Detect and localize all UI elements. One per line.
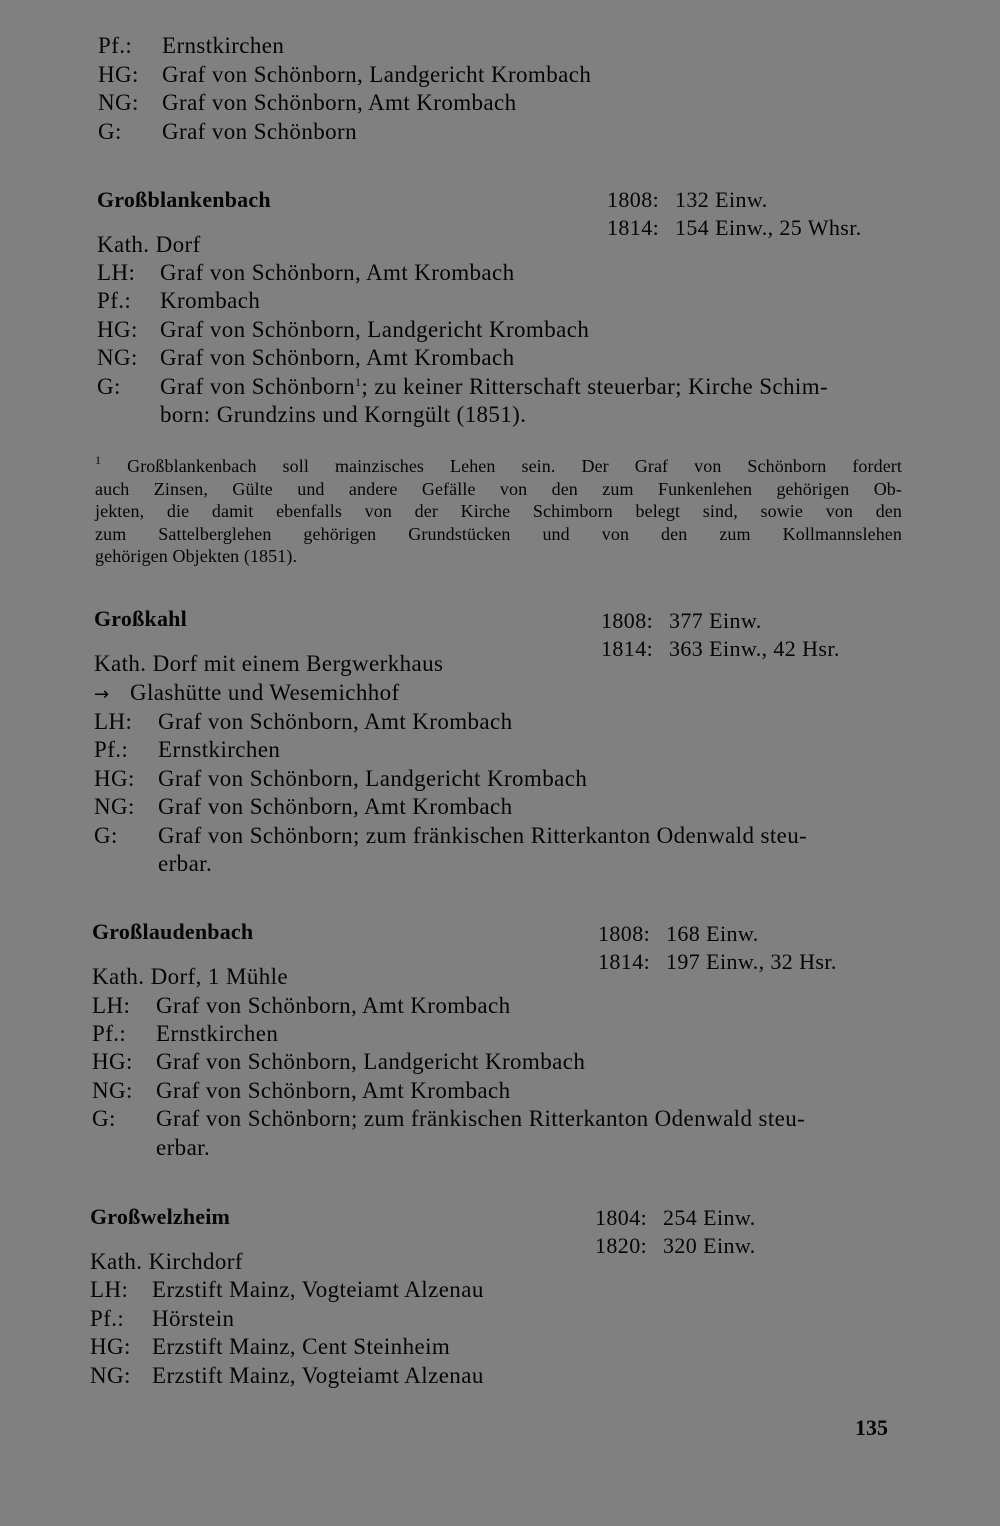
row-label: Pf.: [98, 33, 133, 58]
row-g-continuation: erbar. [158, 851, 213, 876]
row-g-continuation: born: Grundzins und Korngült (1851). [160, 402, 527, 427]
footnote [95, 455, 902, 568]
population-value: 320 Einw. [663, 1233, 756, 1258]
row-text: Graf von Schönborn, Amt Krombach [160, 260, 515, 285]
population-value: 377 Einw. [669, 608, 762, 633]
population-row [598, 948, 837, 976]
population-row [607, 186, 768, 214]
footnote-line: auch Zinsen, Gülte und andere Gefälle von den zum Funkenlehen gehörigen Ob- [95, 478, 902, 499]
row-label: NG: [98, 90, 139, 115]
population-value: 132 Einw. [675, 187, 768, 212]
population-value: 168 Einw. [666, 921, 759, 946]
row-label: NG: [94, 794, 135, 819]
population-row [601, 635, 840, 663]
row-text: Graf von Schönborn, Landgericht Krombach [158, 766, 588, 791]
row-label: LH: [92, 993, 131, 1018]
population-year: 1808: [598, 921, 651, 946]
population-row [595, 1204, 756, 1232]
entry-title: Großlaudenbach [92, 919, 254, 944]
entry-type: Kath. Kirchdorf [90, 1249, 243, 1274]
population-year: 1814: [601, 636, 654, 661]
footnote-line: jekten, die damit ebenfalls von der Kirche Schimborn belegt sind, sowie von den [95, 501, 902, 521]
row-label: Pf.: [94, 737, 129, 762]
page-number: 135 [855, 1415, 888, 1440]
row-text: Graf von Schönborn, Amt Krombach [156, 1078, 511, 1103]
footnote-line [95, 455, 902, 478]
row-text: Ernstkirchen [158, 737, 281, 762]
row-text: Graf von Schönborn, Amt Krombach [162, 90, 517, 115]
row-label: NG: [97, 345, 138, 370]
row-text: Hörstein [152, 1306, 235, 1331]
population-value: 363 Einw., 42 Hsr. [669, 636, 840, 661]
row-g-continuation: erbar. [156, 1135, 211, 1160]
population-row [601, 607, 762, 635]
cross-reference-text: Glashütte und Wesemichhof [130, 680, 400, 705]
entry-title: Großblankenbach [97, 187, 271, 212]
row-text: Graf von Schönborn, Landgericht Krombach [156, 1049, 586, 1074]
footnote-line: zum Sattelberglehen gehörigen Grundstücken und von den zum Kollmannslehen [95, 523, 902, 544]
footnote-ref: 1 [355, 375, 362, 389]
population-year: 1814: [598, 949, 651, 974]
population-value: 254 Einw. [663, 1205, 756, 1230]
footnote-text: Großblankenbach soll mainzisches Lehen sein. Der Graf von Schönborn fordert [127, 456, 902, 476]
row-label: Pf.: [90, 1306, 125, 1331]
entry-type: Kath. Dorf, 1 Mühle [92, 964, 289, 989]
g-text: Graf von Schönborn [160, 374, 355, 399]
row-label: HG: [94, 766, 135, 791]
row-label: HG: [90, 1334, 131, 1359]
entry-title: Großwelzheim [90, 1204, 231, 1229]
row-label: LH: [97, 260, 136, 285]
row-label: NG: [90, 1363, 131, 1388]
population-year: 1804: [595, 1205, 648, 1230]
population-year: 1820: [595, 1233, 648, 1258]
row-text: Erzstift Mainz, Cent Steinheim [152, 1334, 451, 1359]
row-label: Pf.: [97, 288, 132, 313]
entry-type: Kath. Dorf [97, 232, 201, 257]
row-label: HG: [97, 317, 138, 342]
row-label: G: [98, 119, 122, 144]
row-text: Erzstift Mainz, Vogteiamt Alzenau [152, 1277, 484, 1302]
row-text: Graf von Schönborn, Amt Krombach [158, 794, 513, 819]
row-text: Graf von Schönborn, Amt Krombach [158, 709, 513, 734]
population-value: 154 Einw., 25 Whsr. [675, 215, 862, 240]
row-text: Ernstkirchen [156, 1021, 279, 1046]
row-text: Graf von Schönborn, Landgericht Krombach [160, 317, 590, 342]
population-row [607, 214, 862, 242]
g-rest: ; zu keiner Ritterschaft steuerbar; Kirche Schim- [361, 374, 829, 399]
row-text: Graf von Schönborn [162, 119, 357, 144]
population-value: 197 Einw., 32 Hsr. [666, 949, 837, 974]
arrow-right-icon: → [94, 684, 110, 705]
entry-type: Kath. Dorf mit einem Bergwerkhaus [94, 651, 444, 676]
row-text: Graf von Schönborn, Amt Krombach [156, 993, 511, 1018]
row-text: Graf von Schönborn, Amt Krombach [160, 345, 515, 370]
row-label: LH: [94, 709, 133, 734]
footnote-line: gehörigen Objekten (1851). [95, 546, 298, 566]
population-row [595, 1232, 756, 1260]
population-year: 1814: [607, 215, 660, 240]
row-label: G: [97, 374, 121, 399]
row-label: HG: [92, 1049, 133, 1074]
row-text: Graf von Schönborn; zum fränkischen Ritterkanton Odenwald steu- [158, 823, 808, 848]
population-year: 1808: [607, 187, 660, 212]
row-text: Graf von Schönborn; zum fränkischen Ritterkanton Odenwald steu- [156, 1106, 806, 1131]
row-text: Erzstift Mainz, Vogteiamt Alzenau [152, 1363, 484, 1388]
population-year: 1808: [601, 608, 654, 633]
row-text [160, 373, 828, 401]
row-text: Ernstkirchen [162, 33, 285, 58]
population-row [598, 920, 759, 948]
row-label: HG: [98, 62, 139, 87]
entry-title: Großkahl [94, 606, 187, 631]
row-text: Graf von Schönborn, Landgericht Krombach [162, 62, 592, 87]
row-label: Pf.: [92, 1021, 127, 1046]
row-text: Krombach [160, 288, 261, 313]
footnote-mark: 1 [95, 453, 102, 467]
cross-reference [94, 679, 400, 709]
row-label: NG: [92, 1078, 133, 1103]
row-label: G: [94, 823, 118, 848]
row-label: LH: [90, 1277, 129, 1302]
row-label: G: [92, 1106, 116, 1131]
